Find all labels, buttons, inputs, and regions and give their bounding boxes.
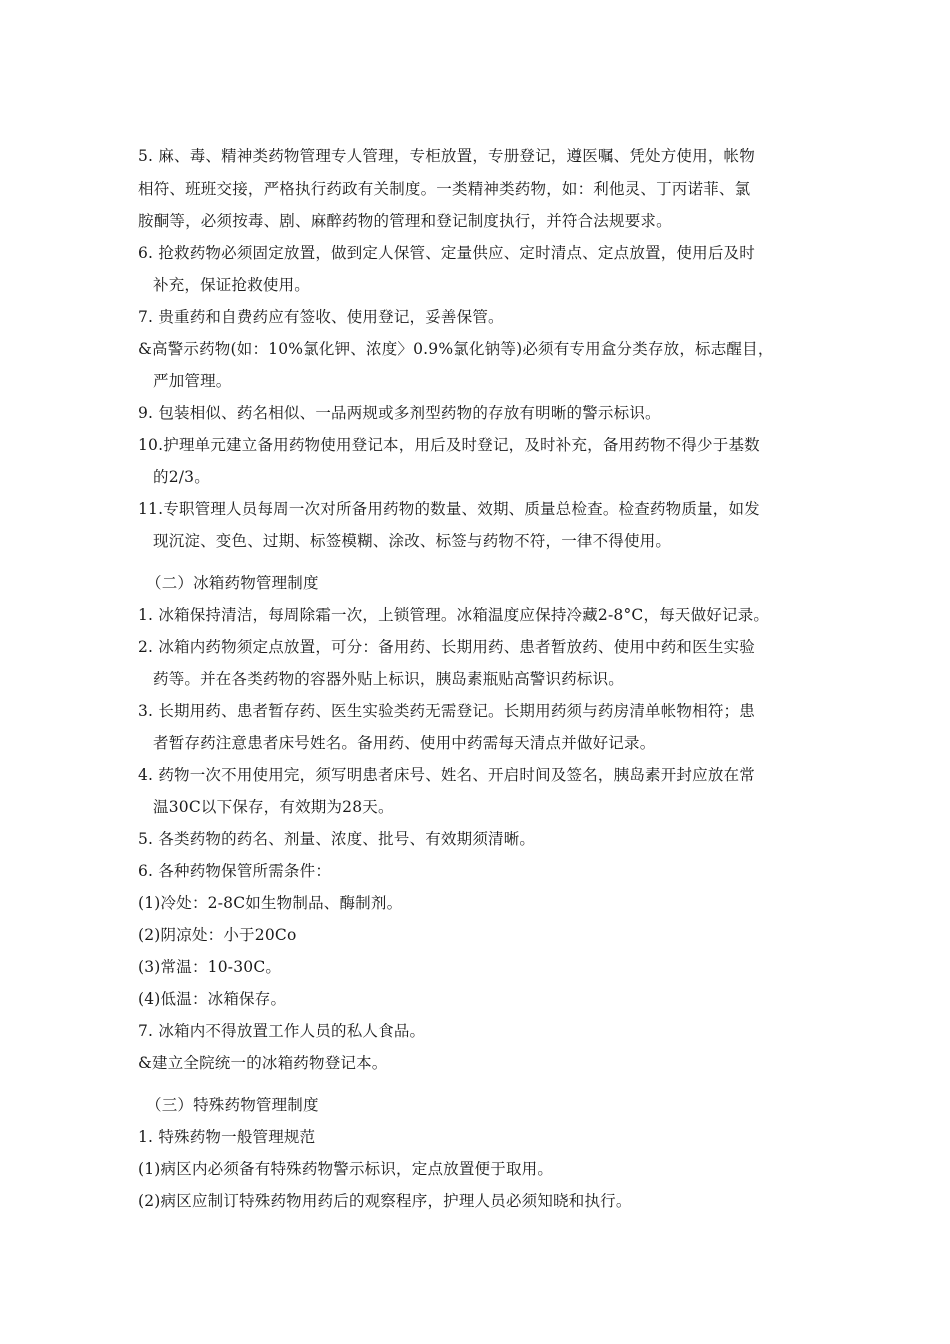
special-sub-item-1: (1)病区内必须备有特殊药物警示标识，定点放置便于取用。 [138, 1160, 554, 1178]
item-11-line-2: 现沉淀、变色、过期、标签模糊、涂改、标签与药物不符，一律不得使用。 [153, 532, 672, 550]
fridge-item-3-line-1: 3. 长期用药、患者暂存药、医生实验类药无需登记。长期用药须与药房清单帐物相符；患 [138, 702, 755, 720]
fridge-sub-item-4: (4)低温：冰箱保存。 [138, 990, 287, 1008]
special-item-1: 1. 特殊药物一般管理规范 [138, 1128, 316, 1146]
item-6-line-2: 补充，保证抢救使用。 [153, 276, 311, 294]
item-7: 7. 贵重药和自费药应有签收、使用登记，妥善保管。 [138, 308, 504, 326]
item-10-line-1: 10.护理单元建立备用药物使用登记本，用后及时登记，及时补充，备用药物不得少于基数 [138, 436, 760, 454]
item-10-line-2: 的2/3。 [153, 468, 210, 486]
special-sub-item-2: (2)病区应制订特殊药物用药后的观察程序，护理人员必须知晓和执行。 [138, 1192, 632, 1210]
fridge-item-6: 6. 各种药物保管所需条件： [138, 862, 332, 880]
fridge-sub-item-3: (3)常温：10-30C。 [138, 958, 282, 976]
fridge-item-7: 7. 冰箱内不得放置工作人员的私人食品。 [138, 1022, 426, 1040]
item-6-line-1: 6. 抢救药物必须固定放置，做到定人保管、定量供应、定时清点、定点放置，使用后及时 [138, 244, 755, 262]
item-11-line-1: 11.专职管理人员每周一次对所备用药物的数量、效期、质量总检查。检查药物质量，如发 [138, 500, 760, 518]
fridge-item-4-line-1: 4. 药物一次不用使用完，须写明患者床号、姓名、开启时间及签名，胰岛素开封应放在常 [138, 766, 755, 784]
section-heading-special: （三）特殊药物管理制度 [146, 1096, 319, 1114]
item-5-line-1: 5. 麻、毒、精神类药物管理专人管理，专柜放置，专册登记，遵医嘱、凭处方使用，帐物 [138, 147, 755, 165]
item-5-line-2: 相符、班班交接，严格执行药政有关制度。一类精神类药物，如：利他灵、丁丙诺菲、氯 [138, 180, 751, 198]
fridge-sub-item-2: (2)阴凉处：小于20Co [138, 926, 297, 944]
fridge-item-4-line-2: 温30C以下保存，有效期为28天。 [153, 798, 394, 816]
fridge-item-5: 5. 各类药物的药名、剂量、浓度、批号、有效期须清晰。 [138, 830, 536, 848]
fridge-sub-item-1: (1)冷处：2-8C如生物制品、酶制剂。 [138, 894, 403, 912]
item-8-line-2: 严加管理。 [153, 372, 232, 390]
section-heading-refrigerator: （二）冰箱药物管理制度 [146, 574, 319, 592]
fridge-item-8: &建立全院统一的冰箱药物登记本。 [138, 1054, 388, 1072]
fridge-item-2-line-1: 2. 冰箱内药物须定点放置，可分：备用药、长期用药、患者暂放药、使用中药和医生实验 [138, 638, 755, 656]
item-5-line-3: 胺酮等，必须按毒、剧、麻醉药物的管理和登记制度执行，并符合法规要求。 [138, 212, 672, 230]
fridge-item-2-line-2: 药等。并在各类药物的容器外贴上标识，胰岛素瓶贴高警识药标识。 [153, 670, 625, 688]
item-9: 9. 包装相似、药名相似、一品两规或多剂型药物的存放有明晰的警示标识。 [138, 404, 661, 422]
fridge-item-1: 1. 冰箱保持清洁，每周除霜一次，上锁管理。冰箱温度应保持冷藏2-8°C，每天做好记录。 [138, 606, 770, 624]
item-8-line-1: &高警示药物(如：10%氯化钾、浓度〉0.9%氯化钠等)必须有专用盒分类存放，标志醒目， [138, 340, 774, 358]
fridge-item-3-line-2: 者暂存药注意患者床号姓名。备用药、使用中药需每天清点并做好记录。 [153, 734, 656, 752]
